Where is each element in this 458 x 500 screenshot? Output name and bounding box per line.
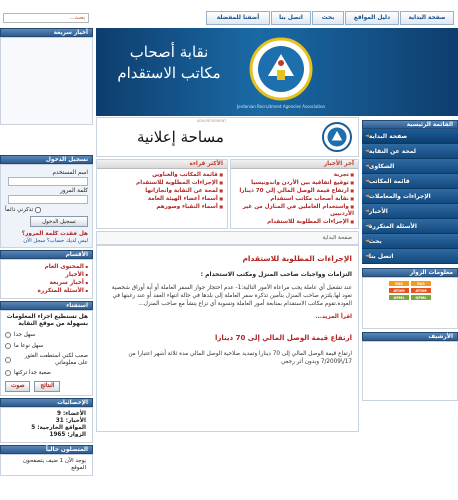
poll-option[interactable] <box>5 353 88 366</box>
poll-option-label: صعب لكني استطعت العثور على معلوماتي <box>24 353 88 366</box>
online-text: يوجد الآن 1 ضيف يتصفحون الموقع <box>0 454 93 476</box>
association-logo-icon <box>246 36 316 102</box>
menu-item-contact[interactable] <box>362 249 458 264</box>
section-item[interactable]: ▪ الأخبار <box>5 271 88 279</box>
bullet-icon: ◄ <box>365 133 369 139</box>
menu-item-offices[interactable] <box>362 174 458 189</box>
nav-home[interactable]: صفحة البداية <box>400 11 454 25</box>
header-title-line1: نقابة أصحاب <box>129 43 209 61</box>
menu-item-about[interactable] <box>362 144 458 159</box>
latest-news-item[interactable]: ■ توقيع اتفاقية بين الأردن واندونيسيا <box>235 179 354 187</box>
opml-badge[interactable]: OPML <box>411 295 431 300</box>
news-boxes <box>96 159 359 229</box>
stats-title: الإحصائيات <box>0 398 93 407</box>
latest-news-item[interactable]: ■ ارتفاع قيمة الوصل المالي إلى 70 دينارا <box>235 187 354 195</box>
article-title[interactable]: الإجراءات المطلوبة للاستقدام <box>242 254 352 263</box>
article-body-2: ارتفاع قيمة الوصل المالي إلى 70 دينارا وتمديد صلاحية الوصل المالي مدة ثلاثة أشهر اعتبارا من 17/\7/2009 وبدون أثر رجعي <box>128 351 352 365</box>
nav-search[interactable]: بحث <box>312 11 344 25</box>
bullet-icon: ◄ <box>365 253 369 259</box>
main-menu <box>362 129 458 264</box>
section-item[interactable]: ▪ أخبار سريعة <box>5 279 88 287</box>
fast-news-box <box>0 37 93 125</box>
atom-badge[interactable]: ATOM <box>411 288 431 293</box>
badge-row <box>389 281 431 286</box>
nav-site-directory[interactable]: دليل المواقع <box>345 11 399 25</box>
read-more-link[interactable]: اقرأ المزيد... <box>315 314 352 320</box>
menu-label: صفحة البداية <box>368 132 408 140</box>
most-read-title: الأكثر قراءة <box>97 160 227 169</box>
bullet-icon: ◄ <box>365 238 369 244</box>
poll-option[interactable] <box>5 332 88 339</box>
search-input[interactable]: بحث... <box>3 13 89 23</box>
most-read-item[interactable]: ■ أسماء النقباء وصورهم <box>101 203 223 211</box>
rss-badge[interactable]: RSS <box>411 281 431 286</box>
header-title-line2: مكاتب الاستقدام <box>117 64 221 82</box>
login-button[interactable]: تسجيل الدخول <box>30 216 88 227</box>
ad-banner[interactable] <box>96 117 359 157</box>
right-column <box>362 120 458 401</box>
header-banner <box>96 28 458 116</box>
poll-option-label: صعبة جدا تركتها <box>14 370 51 376</box>
bullet-icon: ◄ <box>365 148 369 154</box>
stats-box <box>0 407 93 443</box>
radio-icon[interactable] <box>5 343 11 349</box>
sections-title: الأقسام <box>0 250 93 259</box>
sections-list <box>0 259 93 299</box>
badge-row <box>389 295 431 300</box>
menu-item-search[interactable] <box>362 234 458 249</box>
badge-row <box>389 288 431 293</box>
header-title <box>114 42 224 84</box>
menu-label: اتصل بنا <box>368 252 394 260</box>
latest-news-title: آخر الأخبار <box>231 160 358 169</box>
menu-label: الأسئلة المتكررة <box>368 222 417 230</box>
poll-option-label: سهل جدا <box>14 332 36 338</box>
stat-links: المواقع الخارجية: 5 <box>31 424 86 431</box>
stat-visitors: الزوار: 1965 <box>49 431 86 438</box>
most-read-item[interactable]: ■ الإجراءات المطلوبة للاستقدام <box>101 179 223 187</box>
menu-label: الشكاوى <box>368 162 395 170</box>
section-item[interactable]: ▪ الأسئلة المتكررة <box>5 287 88 295</box>
most-read-box <box>96 159 228 229</box>
nav-contact[interactable]: اتصل بنا <box>271 11 311 25</box>
remember-checkbox[interactable] <box>35 207 41 213</box>
radio-icon[interactable] <box>5 357 11 363</box>
most-read-item[interactable]: ■ قائمة المكاتب والعناوين <box>101 171 223 179</box>
username-input[interactable] <box>8 177 88 186</box>
menu-label: لمحة عن النقابة <box>368 147 416 155</box>
visitor-stats-title: معلومات الزوار <box>362 268 458 277</box>
remember-me <box>5 207 88 213</box>
latest-news-item[interactable]: ■ نقابة أصحاب مكاتب استقدام <box>235 195 354 203</box>
poll-question: هل تستطيع اجراء المعلومات بسهولة من موقع النقابة <box>6 314 88 327</box>
ad-text: مساحة إعلانية <box>137 128 224 146</box>
main-content <box>96 117 359 432</box>
login-form <box>0 164 93 248</box>
bullet-icon: ◄ <box>365 178 369 184</box>
register-link[interactable]: ليس لديك حساب؟ سجل الآن <box>23 238 88 244</box>
section-item[interactable]: ▪ المحتوى العام <box>5 263 88 271</box>
breadcrumb[interactable]: صفحة البداية <box>96 231 359 245</box>
top-menu <box>190 11 454 25</box>
menu-item-news[interactable] <box>362 204 458 219</box>
logo-caption: Jordanian Recruitment Agencies Association <box>236 104 326 109</box>
article <box>96 245 359 432</box>
opml-badge[interactable]: OPML <box>389 295 409 300</box>
online-title: المتصلون حالياً <box>0 445 93 454</box>
remember-label: تذكرني دائماً <box>5 207 34 213</box>
latest-news-item[interactable]: ■ تجربة <box>235 171 354 179</box>
radio-icon[interactable] <box>5 332 11 338</box>
poll-buttons <box>5 381 88 392</box>
article-body: عند تشغيل أي عاملة يجب مراعاة الأمور التالية:1- عدم احتجاز جواز السفر العاملة أو أية أوراق شخصية تعود لها.يلتزم صاحب المنزل بتأمين تذكرة سفر العاملة إلى بلدها في حالة انتهاء العقد أو عند رغبتها في العودة.تقوم مكاتب الاستقدام بمتابعة أمور العاملة وتسوية أي نزاع ينشأ مع صاحب المنزل... <box>111 285 352 307</box>
main-menu-title: القائمة الرئيسية <box>362 120 458 129</box>
rss-badge[interactable]: RSS <box>389 281 409 286</box>
username-label: اسم المستخدم <box>52 170 88 176</box>
menu-item-faq[interactable] <box>362 219 458 234</box>
nav-add-favorites[interactable]: أضفنا للمفضلة <box>206 11 270 25</box>
article-subtitle: التزامات وواجبات صاحب المنزل ومكتب الاستخدام : <box>200 271 352 278</box>
forgot-password-link[interactable]: هل فقدت كلمة المرور؟ <box>21 231 88 237</box>
most-read-item[interactable]: ■ أسماء أعضاء الهيئة العامة <box>101 195 223 203</box>
poll-option[interactable] <box>5 343 88 350</box>
most-read-item[interactable]: ■ لمحة عن النقابة وانجازاتها <box>101 187 223 195</box>
vote-button[interactable]: صوت <box>5 381 30 392</box>
latest-news-item[interactable]: ■ واستخدام العاملين في المنازل من غير الأردنيين <box>235 203 354 218</box>
radio-icon[interactable] <box>5 370 11 376</box>
stat-members: الأعضاء: 9 <box>57 410 86 417</box>
visitor-stats-box <box>362 277 458 329</box>
latest-news-box <box>230 159 359 229</box>
results-button[interactable]: النتائج <box>34 381 60 392</box>
password-input[interactable] <box>8 195 88 204</box>
bullet-icon: ◄ <box>365 208 369 214</box>
atom-badge[interactable]: ATOM <box>389 288 409 293</box>
fast-news-title: أخبار سريعة <box>0 28 93 37</box>
password-label: كلمة المرور <box>60 188 88 194</box>
bullet-icon: ◄ <box>365 223 369 229</box>
bullet-icon: ◄ <box>365 193 369 199</box>
left-column-top <box>0 28 93 125</box>
poll-option-label: سهل نوعا ما <box>14 342 44 349</box>
top-navigation <box>0 0 458 27</box>
menu-label: قائمة المكاتب <box>368 177 410 185</box>
menu-item-procedures[interactable] <box>362 189 458 204</box>
poll-title: استفتاء <box>0 301 93 310</box>
bullet-icon: ◄ <box>365 163 369 169</box>
poll-box <box>0 310 93 396</box>
menu-item-home[interactable] <box>362 129 458 144</box>
archive-box <box>362 341 458 401</box>
association-logo-icon <box>322 122 352 152</box>
menu-label: الأخبار <box>368 207 388 215</box>
ad-label: ADVERTISEMENT <box>197 119 227 123</box>
article-title-2[interactable]: ارتفاع قيمة الوصل المالي إلى 70 دينارا <box>215 334 352 342</box>
left-column <box>0 155 93 476</box>
menu-label: الإجراءات والمعاملات <box>368 192 431 200</box>
archive-title: الأرشيف <box>362 332 458 341</box>
menu-label: بحث <box>368 237 382 245</box>
latest-news-item[interactable]: ■ الإجراءات المطلوبة للاستقدام <box>235 218 354 226</box>
menu-item-complaints[interactable] <box>362 159 458 174</box>
stat-news: الأخبار: 31 <box>55 417 86 424</box>
login-title: تسجيل الدخول <box>0 155 93 164</box>
poll-option[interactable] <box>5 370 88 377</box>
